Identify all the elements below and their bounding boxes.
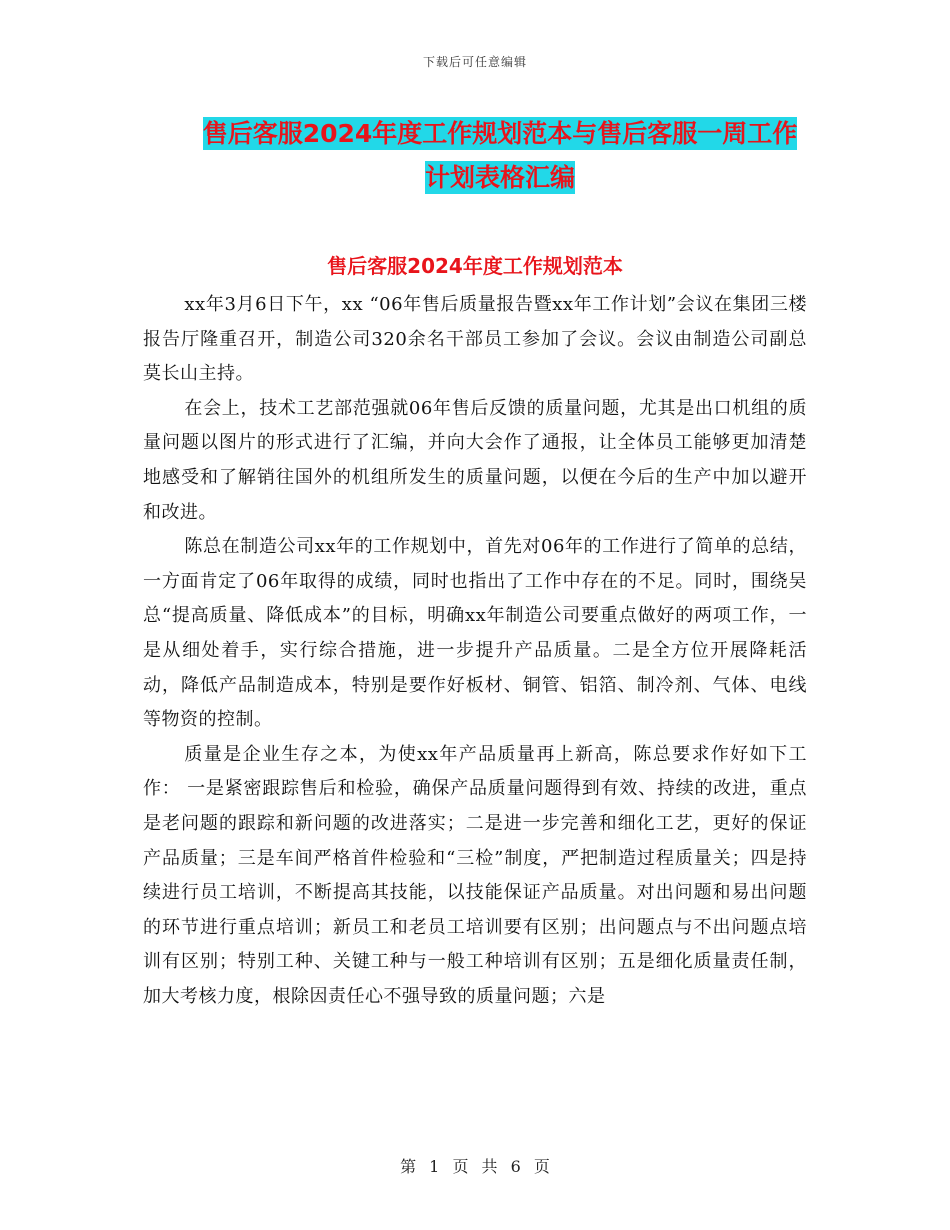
paragraph-3: 陈总在制造公司xx年的工作规划中，首先对06年的工作进行了简单的总结，一方面肯定了06年取得的成绩，同时也指出了工作中存在的不足。同时，围绕吴总“提高质量、降低成本”的目标，明确xx年制造公司要重点做好的两项工作，一是从细处着手，实行综合措施，进一步提升产品质量。二是全方位开展降耗活动，降低产品制造成本，特别是要作好板材、铜管、铝箔、制冷剂、气体、电线等物资的控制。 (143, 536, 807, 731)
paragraph-2: 在会上，技术工艺部范强就06年售后反馈的质量问题，尤其是出口机组的质量问题以图片的形式进行了汇编，并向大会作了通报，让全体员工能够更加清楚地感受和了解销往国外的机组所发生的质量问题，以便在今后的生产中加以避开和改进。 (143, 397, 807, 523)
paragraph-4: 质量是企业生存之本，为使xx年产品质量再上新高，陈总要求作好如下工作： 一是紧密跟踪售后和检验，确保产品质量问题得到有效、持续的改进，重点是老问题的跟踪和新问题的改进落实；二是进一步完善和细化工艺，更好的保证产品质量；三是车间严格首件检验和“三检”制度，严把制造过程质量关；四是持续进行员工培训，不断提高其技能，以技能保证产品质量。对出问题和易出问题的环节进行重点培训；新员工和老员工培训要有区别；出问题点与不出问题点培训有区别；特别工种、关键工种与一般工种培训有区别；五是细化质量责任制，加大考核力度，根除因责任心不强导致的质量问题；六是 (143, 743, 807, 1007)
document-title (140, 112, 860, 200)
document-title-line-2: 计划表格汇编 (424, 163, 575, 192)
page-number-footer: 第 1 页 共 6 页 (400, 1157, 550, 1176)
header-note: 下载后可任意编辑 (422, 55, 527, 69)
section-title: 售后客服2024年度工作规划范本 (327, 254, 623, 278)
document-title-line-1: 售后客服2024年度工作规划范本与售后客服一周工作 (202, 119, 798, 148)
paragraph-1: xx年3月6日下午，xx “06年售后质量报告暨xx年工作计划”会议在集团三楼报告厅隆重召开，制造公司320余名干部员工参加了会议。会议由制造公司副总莫长山主持。 (143, 294, 807, 385)
body-text (143, 288, 807, 1014)
